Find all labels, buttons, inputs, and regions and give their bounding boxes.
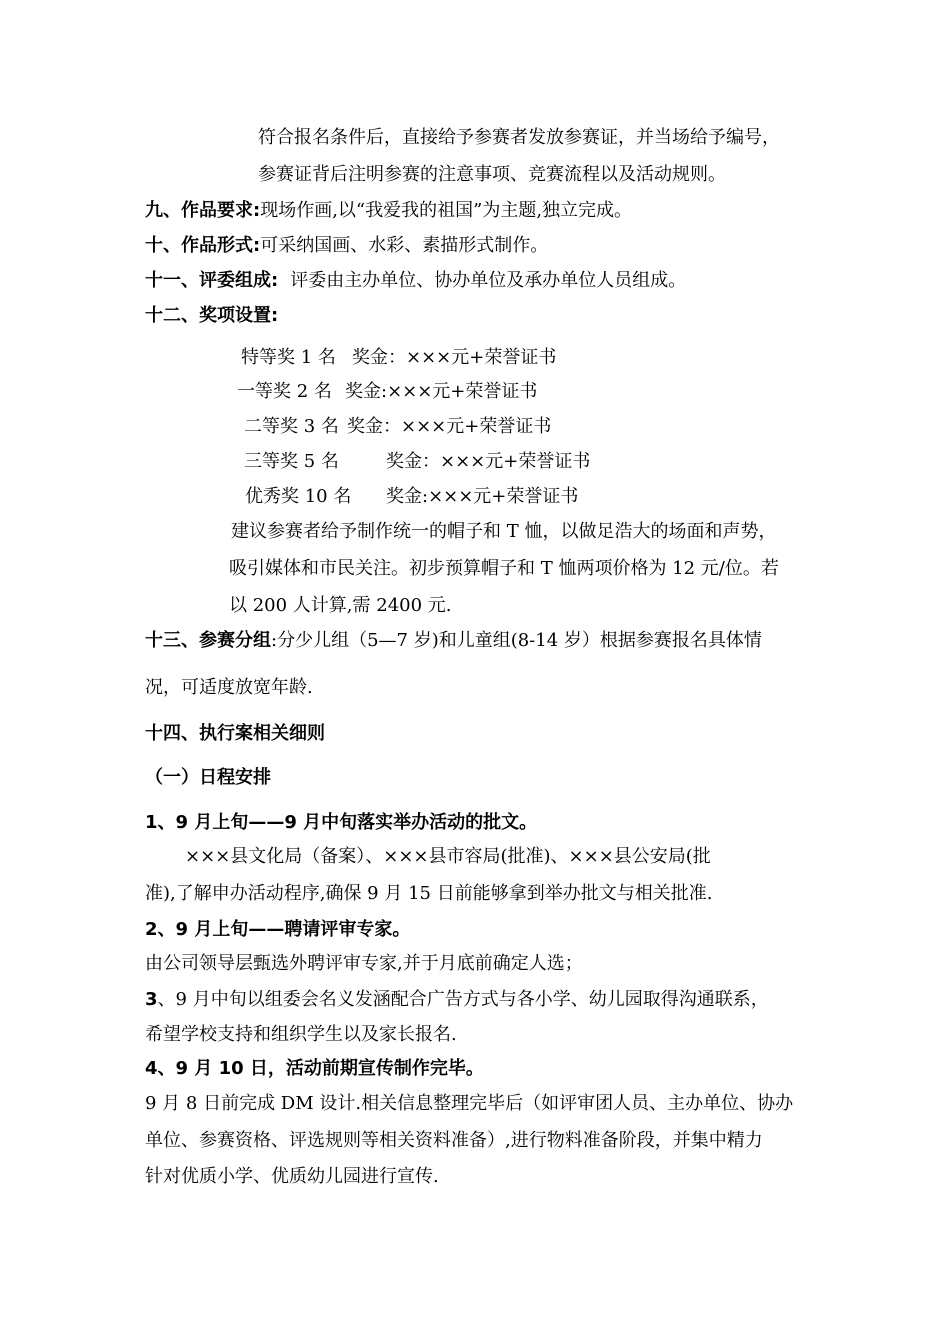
- prize-money: 奖金：×××元+荣誉证书: [352, 347, 557, 368]
- item-1-line-2: 准),了解申办活动程序,确保 9 月 15 日前能够拿到举办批文与相关批准.: [145, 883, 713, 904]
- prize-note-line-2: 吸引媒体和市民关注。初步预算帽子和 T 恤两项价格为 12 元/位。若: [229, 558, 779, 579]
- section-13: [145, 630, 762, 652]
- section-10: [145, 235, 548, 257]
- prize-note-line-1: 建议参赛者给予制作统一的帽子和 T 恤，以做足浩大的场面和声势，: [231, 521, 777, 542]
- prize-money: 奖金:×××元+荣誉证书: [345, 381, 538, 402]
- section-9: [145, 200, 632, 222]
- section-11-text: 评委由主办单位、协办单位及承办单位人员组成。: [290, 270, 687, 291]
- section-11-heading: 十一、评委组成:: [145, 270, 279, 291]
- item-3-line-2: 希望学校支持和组织学生以及家长报名.: [145, 1024, 457, 1045]
- prize-name: 三等奖 5 名: [244, 451, 339, 472]
- prize-name: 二等奖 3 名: [244, 416, 339, 437]
- intro-line-1: 符合报名条件后，直接给予参赛者发放参赛证，并当场给予编号，: [258, 127, 780, 148]
- section-11: [145, 270, 686, 292]
- intro-line-2: 参赛证背后注明参赛的注意事项、竞赛流程以及活动规则。: [258, 164, 726, 185]
- section-13-text-2: 况，可适度放宽年龄.: [145, 677, 313, 698]
- item-4-heading: 4、9 月 10 日，活动前期宣传制作完毕。: [145, 1058, 484, 1079]
- prize-money: 奖金：×××元+荣誉证书: [386, 451, 591, 472]
- item-4-line-2: 单位、参赛资格、评选规则等相关资料准备）,进行物料准备阶段，并集中精力: [145, 1130, 763, 1151]
- prize-money: 奖金：×××元+荣誉证书: [347, 416, 552, 437]
- prize-name: 特等奖 1 名: [241, 347, 336, 368]
- prize-note-line-3: 以 200 人计算,需 2400 元.: [229, 595, 452, 616]
- item-1-heading: 1、9 月上旬——9 月中旬落实举办活动的批文。: [145, 812, 538, 833]
- section-13-text: :分少儿组（5—7 岁)和儿童组(8-14 岁）根据参赛报名具体情: [271, 630, 762, 651]
- section-9-text: 现场作画,以“我爱我的祖国”为主题,独立完成。: [260, 200, 633, 221]
- item-4-line-3: 针对优质小学、优质幼儿园进行宣传.: [145, 1166, 439, 1187]
- item-2-heading: 2、9 月上旬——聘请评审专家。: [145, 919, 411, 940]
- item-4-line-1: 9 月 8 日前完成 DM 设计.相关信息整理完毕后（如评审团人员、主办单位、协办: [145, 1093, 794, 1114]
- item-2-line-1: 由公司领导层甄选外聘评审专家,并于月底前确定人选；: [145, 953, 583, 974]
- item-1-line-1: ×××县文化局（备案）、×××县市容局(批准)、×××县公安局(批: [185, 846, 711, 867]
- section-9-heading: 九、作品要求:: [145, 200, 261, 221]
- section-14-heading: 十四、执行案相关细则: [145, 723, 325, 744]
- schedule-heading: （一）日程安排: [145, 767, 271, 788]
- item-3-number: 3: [145, 989, 158, 1010]
- section-10-heading: 十、作品形式:: [145, 235, 261, 256]
- section-12-heading: 十二、奖项设置:: [145, 305, 279, 326]
- prize-name: 优秀奖 10 名: [245, 486, 352, 507]
- item-3-text: 、9 月中旬以组委会名义发涵配合广告方式与各小学、幼儿园取得沟通联系，: [157, 989, 769, 1010]
- prize-money: 奖金:×××元+荣誉证书: [386, 486, 579, 507]
- section-13-heading: 十三、参赛分组: [145, 630, 271, 651]
- prize-name: 一等奖 2 名: [237, 381, 332, 402]
- section-10-text: 可采纳国画、水彩、素描形式制作。: [260, 235, 549, 256]
- item-3-line-1: [145, 989, 769, 1011]
